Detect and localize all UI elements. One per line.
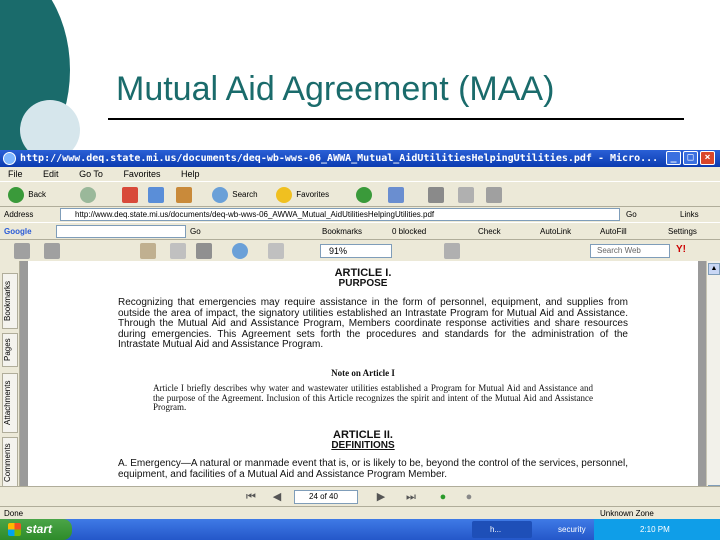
check-button[interactable]: Check bbox=[478, 227, 501, 236]
discuss-icon bbox=[486, 187, 502, 203]
address-bar bbox=[0, 207, 720, 222]
next-page-button[interactable]: ▶ bbox=[376, 491, 386, 503]
last-page-button[interactable]: ⏭ bbox=[406, 491, 416, 503]
tab-comments[interactable]: Comments bbox=[2, 437, 18, 489]
back-button[interactable] bbox=[8, 186, 46, 204]
tab-bookmarks[interactable]: Bookmarks bbox=[2, 273, 18, 329]
maximize-button[interactable]: □ bbox=[683, 151, 698, 165]
system-tray bbox=[558, 519, 720, 540]
article1-paragraph: Recognizing that emergencies may require assistance in the form of personnel, equipment, and supplies from outside the area of impact, the signatory utilities established an Intrastate Program for Mutual Aid and Assistance. Through the Mutual Aid and Assistance Program, Members coordinate response activities and share resources during emergencies. This Agreement sets forth the procedures and standards for the administration of the Intrastate Mutual Aid and Assistance Program. bbox=[118, 297, 628, 350]
article2-heading: ARTICLE II. bbox=[333, 429, 393, 441]
ie-icon bbox=[3, 152, 16, 165]
address-label: Address bbox=[4, 210, 34, 219]
save-icon[interactable] bbox=[14, 243, 30, 259]
article2-subheading: DEFINITIONS bbox=[331, 440, 395, 451]
select-tool-icon[interactable] bbox=[170, 243, 186, 259]
home-icon bbox=[176, 187, 192, 203]
taskbar bbox=[0, 519, 720, 540]
print-pdf-icon[interactable] bbox=[44, 243, 60, 259]
page-number-field[interactable]: 24 of 40 bbox=[294, 490, 358, 504]
zoom-level-field[interactable]: 91% bbox=[320, 244, 392, 258]
tab-pages[interactable]: Pages bbox=[2, 333, 18, 367]
back-arrow-icon bbox=[8, 187, 24, 203]
windows-logo-icon bbox=[8, 523, 21, 536]
mail-button[interactable] bbox=[388, 186, 406, 204]
browser-window bbox=[0, 150, 720, 540]
side-panel-tabs bbox=[0, 261, 20, 498]
back-label: Back bbox=[28, 190, 47, 199]
zoom-in-icon[interactable] bbox=[232, 243, 248, 259]
clock: 2:10 PM bbox=[640, 525, 670, 534]
favorites-label: Favorites bbox=[296, 190, 330, 199]
search-icon bbox=[212, 187, 228, 203]
page-navigation-bar bbox=[0, 486, 720, 506]
history-icon bbox=[356, 187, 372, 203]
security-tray-label: security bbox=[558, 525, 586, 534]
title-underline bbox=[108, 118, 684, 120]
stop-button[interactable] bbox=[122, 186, 140, 204]
standard-toolbar bbox=[0, 181, 720, 207]
discuss-button[interactable] bbox=[486, 186, 504, 204]
window-title: http://www.deq.state.mi.us/documents/deq-wb-wws-06_AWWA_Mutual_AidUtilitiesHelpingUtilities.pdf - Micro... bbox=[20, 153, 659, 164]
mail-icon bbox=[388, 187, 404, 203]
yahoo-icon[interactable]: Y! bbox=[676, 244, 686, 255]
slide-title: Mutual Aid Agreement (MAA) bbox=[116, 70, 555, 108]
history-button[interactable] bbox=[356, 186, 374, 204]
google-search-input[interactable] bbox=[56, 225, 186, 238]
previous-page-button[interactable]: ◀ bbox=[272, 491, 282, 503]
search-web-input[interactable]: Search Web bbox=[590, 244, 670, 258]
search-label: Search bbox=[232, 190, 258, 199]
taskbar-window-item[interactable]: h... bbox=[472, 521, 532, 538]
pdf-page bbox=[28, 261, 698, 498]
print-icon bbox=[428, 187, 444, 203]
page-layout-icon[interactable] bbox=[444, 243, 460, 259]
scroll-up-button[interactable]: ▲ bbox=[708, 263, 720, 275]
menu-bar bbox=[0, 167, 720, 181]
note-paragraph: Article I briefly describes why water and wastewater utilities established a Program for Mutual Aid and Assistance and the purpose of the Agreement. Inclusion of this Article recognizes the spirit and intent of the Mutual Aid and Assistance Program. bbox=[153, 383, 593, 412]
refresh-button[interactable] bbox=[148, 186, 166, 204]
bookmarks-button[interactable]: Bookmarks bbox=[322, 227, 363, 236]
start-label: start bbox=[26, 522, 53, 536]
hand-tool-icon[interactable] bbox=[140, 243, 156, 259]
favorites-button[interactable] bbox=[276, 186, 329, 204]
menu-help[interactable]: Help bbox=[180, 169, 200, 179]
document-viewport[interactable] bbox=[20, 261, 706, 498]
links-button[interactable]: Links bbox=[680, 210, 699, 219]
menu-goto[interactable]: Go To bbox=[79, 169, 103, 179]
article2-paragraph: A. Emergency—A natural or manmade event that is, or is likely to be, beyond the control of the services, personnel, equipment, and facilities of a Mutual Aid and Assistance Program Member. bbox=[118, 458, 628, 480]
menu-favorites[interactable]: Favorites bbox=[123, 169, 161, 179]
go-back-view-button[interactable]: ● bbox=[439, 491, 447, 503]
security-zone: Unknown Zone bbox=[600, 509, 654, 518]
google-logo: Google bbox=[4, 227, 32, 236]
menu-edit[interactable]: Edit bbox=[43, 169, 59, 179]
popup-blocked-indicator[interactable]: 0 blocked bbox=[392, 227, 427, 236]
first-page-button[interactable]: ⏮ bbox=[246, 491, 256, 503]
snapshot-icon[interactable] bbox=[196, 243, 212, 259]
article1-subheading: PURPOSE bbox=[338, 278, 388, 289]
vertical-scrollbar[interactable] bbox=[706, 261, 720, 498]
article1-heading: ARTICLE I. bbox=[334, 267, 392, 279]
forward-arrow-icon bbox=[80, 187, 96, 203]
star-icon bbox=[276, 187, 292, 203]
stop-icon bbox=[122, 187, 138, 203]
note-heading: Note on Article I bbox=[331, 368, 395, 378]
window-titlebar bbox=[0, 150, 720, 167]
start-button[interactable] bbox=[0, 519, 72, 540]
menu-file[interactable]: File bbox=[8, 169, 23, 179]
address-input[interactable]: http://www.deq.state.mi.us/documents/deq-wb-wws-06_AWWA_Mutual_AidUtilitiesHelpingUtilities.pdf bbox=[60, 208, 620, 221]
edit-icon bbox=[458, 187, 474, 203]
go-button[interactable]: Go bbox=[626, 210, 637, 219]
pdf-toolbar bbox=[0, 239, 720, 261]
tab-attachments[interactable]: Attachments bbox=[2, 373, 18, 433]
close-button[interactable]: × bbox=[700, 151, 715, 165]
minimize-button[interactable]: _ bbox=[666, 151, 681, 165]
refresh-icon bbox=[148, 187, 164, 203]
status-text: Done bbox=[4, 509, 24, 518]
autofill-button[interactable]: AutoFill bbox=[600, 227, 627, 236]
autolink-button[interactable]: AutoLink bbox=[540, 227, 572, 236]
settings-button[interactable]: Settings bbox=[668, 227, 697, 236]
status-bar bbox=[0, 506, 720, 519]
google-toolbar bbox=[0, 222, 720, 239]
go-forward-view-button[interactable]: ● bbox=[465, 491, 473, 503]
print-button[interactable] bbox=[428, 186, 446, 204]
edit-button[interactable] bbox=[458, 186, 476, 204]
fit-page-icon[interactable] bbox=[268, 243, 284, 259]
home-button[interactable] bbox=[176, 186, 194, 204]
forward-button[interactable] bbox=[80, 186, 98, 204]
search-button[interactable] bbox=[212, 186, 258, 204]
google-go-button[interactable]: Go bbox=[190, 227, 201, 236]
